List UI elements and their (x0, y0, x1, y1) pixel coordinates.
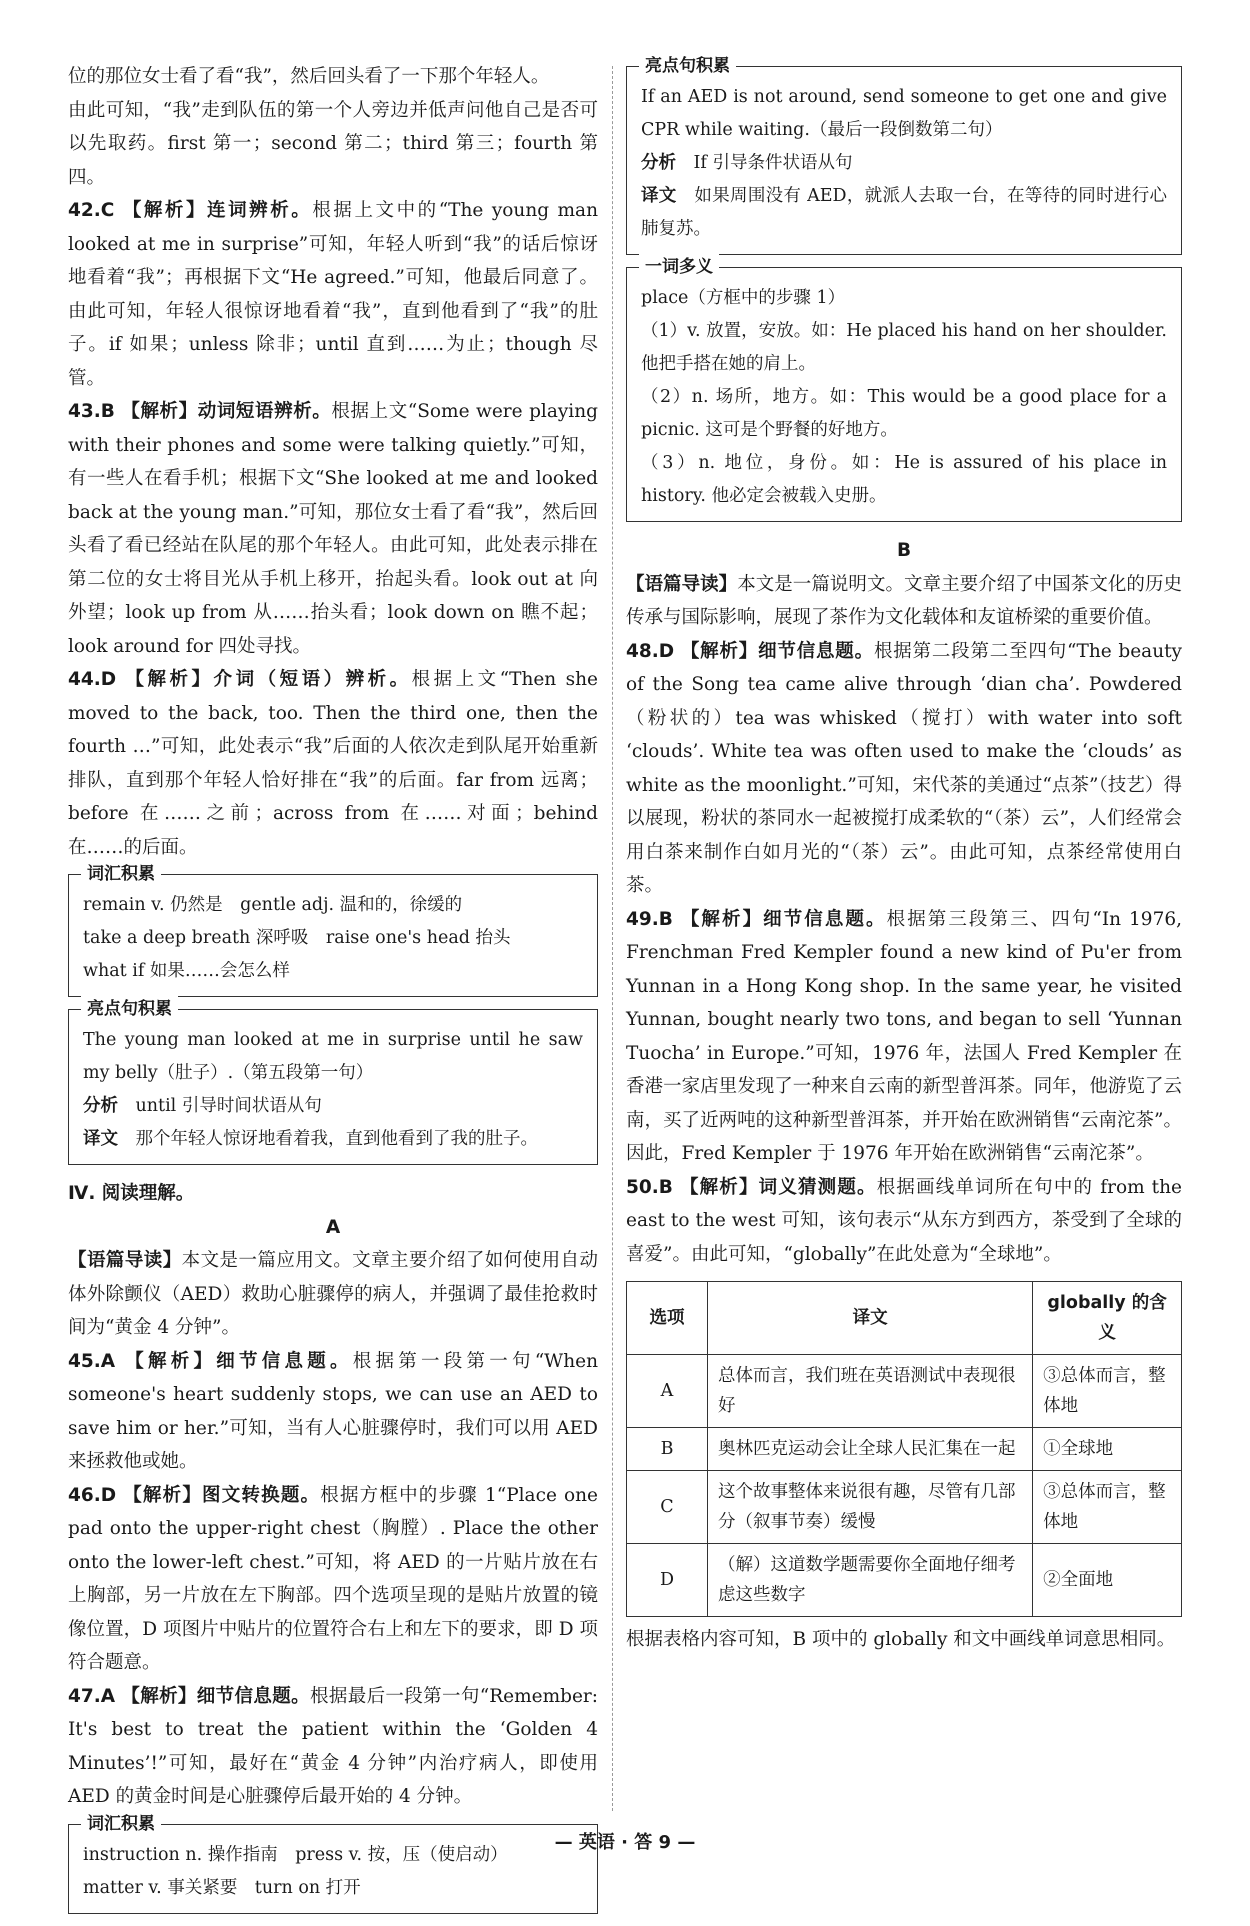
part-b-heading: B (896, 540, 912, 561)
answer-43 (68, 395, 598, 663)
highlight-sentence: The young man looked at me in surprise until he saw my belly（肚子）.（第五段第一句） (83, 1030, 583, 1083)
analysis-tag: 【解析】细节信息题。 (125, 1350, 353, 1372)
question-number: 44.D (68, 669, 117, 690)
analysis-tag: 【解析】细节信息题。 (680, 908, 887, 930)
conclusion: 根据表格内容可知，B 项中的 globally 和文中画线单词意思相同。 (626, 1629, 1176, 1650)
vocab-line: remain v. 仍然是 gentle adj. 温和的，徐缓的 (83, 895, 463, 915)
box-title: 一词多义 (639, 254, 719, 280)
guide-a (68, 1244, 598, 1345)
globally-table (626, 1281, 1182, 1617)
answer-text: 根据最后一段第一句“Remember: It's best to treat the patient within the ‘Golden 4 Minutes’!”可知，最好在“黄金 4 分钟”内治疗病人，即使用 AED 的黄金时间是心脏骤停后最开始的 4 分钟。 (68, 1685, 598, 1807)
box-title: 词汇积累 (81, 1811, 161, 1837)
answer-text: 根据第三段第三、四句“In 1976, Frenchman Fred Kempler found a new kind of Pu'er from Yunnan in a Hong Kong shop. In the same year, he visited Yunnan, bought nearly two tons, and began to sell ‘Yunnan Tuocha’ in Europe.”可知，1976 年，法国人 Fred Kempler 在香港一家店里发现了一种来自云南的新型普洱茶。同年，他游览了云南，买了近两吨的这种新型普洱茶，并开始在欧洲销售“云南沱茶”。因此，Fred Kempler 于 1976 年开始在欧洲销售“云南沱茶”。 (626, 908, 1182, 1164)
table-cell: ③总体而言，整体地 (1033, 1355, 1182, 1428)
table-cell: 这个故事整体来说很有趣，尽管有几部分（叙事节奏）缓慢 (708, 1471, 1033, 1544)
answer-45 (68, 1345, 598, 1479)
table-cell: ③总体而言，整体地 (1033, 1471, 1182, 1544)
guide-tag: 【语篇导读】 (68, 1250, 182, 1271)
analysis-label: 分析 (83, 1096, 118, 1116)
analysis-tag: 【解析】图文转换题。 (123, 1484, 321, 1506)
polysemy-line: place（方框中的步骤 1） (641, 288, 846, 308)
highlight-sentence-box-1 (68, 999, 598, 1165)
analysis-line (641, 147, 1167, 180)
intro-line-2: 由此可知，“我”走到队伍的第一个人旁边并低声问他自己是否可以先取药。first 第一；second 第二；third 第三；fourth 第四。 (68, 99, 598, 188)
table-row (627, 1544, 1182, 1617)
analysis-text: until 引导时间状语从句 (135, 1096, 322, 1116)
answer-text: 根据第一段第一句“When someone's heart suddenly stops, we can use an AED to save him or her.”可知，当有人心脏骤停时，我们可以用 AED 来拯救他或她。 (68, 1350, 598, 1472)
answer-50 (626, 1171, 1182, 1272)
vocab-box-1 (68, 864, 598, 997)
page-footer: — 英语 · 答 9 — (554, 1832, 696, 1853)
guide-text: 本文是一篇应用文。文章主要介绍了如何使用自动体外除颤仪（AED）救助心脏骤停的病人，并强调了最佳抢救时间为“黄金 4 分钟”。 (68, 1250, 598, 1338)
section-heading: Ⅳ. 阅读理解。 (68, 1183, 195, 1204)
table-cell: ②全面地 (1033, 1544, 1182, 1617)
table-cell: （解）这道数学题需要你全面地仔细考虑这些数字 (708, 1544, 1033, 1617)
table-row (627, 1471, 1182, 1544)
table-cell: C (627, 1471, 708, 1544)
table-cell: ①全球地 (1033, 1428, 1182, 1471)
analysis-tag: 【解析】介词（短语）辨析。 (125, 669, 412, 690)
column-divider (612, 66, 613, 1811)
analysis-line (83, 1090, 583, 1123)
guide-tag: 【语篇导读】 (626, 573, 738, 595)
table-header-row (627, 1282, 1182, 1355)
polysemy-line: （1）v. 放置，安放。如：He placed his hand on her shoulder. 他把手搭在她的肩上。 (641, 321, 1167, 374)
answer-42 (68, 194, 598, 395)
table-cell: D (627, 1544, 708, 1617)
guide-text: 本文是一篇说明文。文章主要介绍了中国茶文化的历史传承与国际影响，展现了茶作为文化载体和友谊桥梁的重要价值。 (626, 573, 1182, 628)
question-number: 45.A (68, 1350, 116, 1372)
answer-text: 根据上文“Some were playing with their phones and some were talking quietly.”可知，有一些人在看手机；根据下文“She looked at me and looked back at the young man.”可知，那位女士看了看“我”，然后回头看了看已经站在队尾的那个年轻人。由此可知，此处表示排在第二位的女士将目光从手机上移开，抬起头看。look out at 向外望；look up from 从……抬头看；look down on 瞧不起；look around for 四处寻找。 (68, 401, 598, 657)
question-number: 43.B (68, 401, 115, 422)
analysis-tag: 【解析】词义猜测题。 (679, 1176, 877, 1198)
analysis-tag: 【解析】动词短语辨析。 (121, 401, 332, 422)
box-title: 亮点句积累 (81, 996, 178, 1022)
translation-line (641, 180, 1167, 246)
question-number: 49.B (626, 908, 673, 930)
table-cell: A (627, 1355, 708, 1428)
left-column (68, 60, 598, 1926)
answer-47 (68, 1680, 598, 1814)
translation-text: 如果周围没有 AED，就派人去取一台，在等待的同时进行心肺复苏。 (641, 186, 1168, 239)
answer-text: 根据上文“Then she moved to the back, too. Then the third one, then the fourth …”可知，此处表示“我”后面的人依次走到队尾开始重新排队，直到那个年轻人恰好排在“我”的后面。far from 远离；before 在……之前；across from 在……对面；behind 在……的后面。 (68, 669, 598, 858)
answer-48 (626, 635, 1182, 903)
question-number: 47.A (68, 1685, 116, 1707)
vocab-line: what if 如果……会怎么样 (83, 961, 290, 981)
answer-text: 根据画线单词所在句中的 from the east to the west 可知，该句表示“从东方到西方，茶受到了全球的喜爱”。由此可知，“globally”在此处意为“全球地”。 (626, 1176, 1182, 1265)
vocab-line: matter v. 事关紧要 turn on 打开 (83, 1877, 361, 1898)
answer-text: 根据第二段第二至四句“The beauty of the Song tea came alive through ‘dian cha’. Powdered（粉状的）tea was whisked（搅打）with water into soft ‘clouds’. White tea was often used to make the ‘clouds’ as white as the moonlight.”可知，宋代茶的美通过“点茶”（技艺）得以展现，粉状的茶同水一起被搅打成柔软的“（茶）云”，人们经常会用白茶来制作白如月光的“（茶）云”。由此可知，点茶经常使用白茶。 (626, 640, 1182, 896)
analysis-tag: 【解析】细节信息题。 (680, 640, 874, 662)
translation-line (83, 1123, 583, 1156)
part-a-heading: A (325, 1216, 341, 1238)
right-column (626, 56, 1182, 1657)
question-number: 50.B (626, 1176, 673, 1198)
box-title: 词汇积累 (81, 861, 161, 887)
table-row (627, 1355, 1182, 1428)
table-cell: 奥林匹克运动会让全球人民汇集在一起 (708, 1428, 1033, 1471)
polysemy-box (626, 257, 1182, 522)
answer-44 (68, 663, 598, 864)
translation-text: 那个年轻人惊讶地看着我，直到他看到了我的肚子。 (135, 1129, 538, 1149)
guide-b (626, 568, 1182, 635)
vocab-line: instruction n. 操作指南 press v. 按，压（使启动） (83, 1844, 508, 1865)
analysis-text: If 引导条件状语从句 (693, 153, 853, 173)
polysemy-line: （2）n. 场所，地方。如：This would be a good place for a picnic. 这可是个野餐的好地方。 (641, 387, 1167, 440)
highlight-sentence: If an AED is not around, send someone to get one and give CPR while waiting.（最后一段倒数第二句） (641, 87, 1167, 140)
analysis-tag: 【解析】连词辨析。 (122, 200, 313, 221)
answer-49 (626, 903, 1182, 1171)
table-cell: B (627, 1428, 708, 1471)
question-number: 48.D (626, 640, 675, 662)
translation-label: 译文 (83, 1129, 118, 1149)
answer-text: 根据上文中的“The young man looked at me in surprise”可知，年轻人听到“我”的话后惊讶地看着“我”；再根据下文“He agreed.”可知，他最后同意了。由此可知，年轻人很惊讶地看着“我”，直到他看到了“我”的肚子。if 如果；unless 除非；until 直到……为止；though 尽管。 (68, 200, 599, 389)
question-number: 42.C (68, 200, 115, 221)
table-cell: 总体而言，我们班在英语测试中表现很好 (708, 1355, 1033, 1428)
table-header: globally 的含义 (1033, 1282, 1182, 1355)
answer-text: 根据方框中的步骤 1“Place one pad onto the upper-right chest（胸膛）. Place the other onto the lower-left chest.”可知，将 AED 的一片贴片放在右上胸部，另一片放在左下胸部。四个选项呈现的是贴片放置的镜像位置，D 项图片中贴片的位置符合右上和左下的要求，即 D 项符合题意。 (68, 1484, 598, 1673)
translation-label: 译文 (641, 186, 677, 206)
question-number: 46.D (68, 1484, 117, 1506)
table-header: 译文 (708, 1282, 1033, 1355)
table-header: 选项 (627, 1282, 708, 1355)
polysemy-line: （3）n. 地位，身份。如：He is assured of his place in history. 他必定会被载入史册。 (641, 453, 1167, 506)
intro-line-1: 位的那位女士看了看“我”，然后回头看了一下那个年轻人。 (68, 66, 550, 87)
analysis-tag: 【解析】细节信息题。 (121, 1685, 310, 1707)
analysis-label: 分析 (641, 153, 676, 173)
vocab-line: take a deep breath 深呼吸 raise one's head 抬头 (83, 928, 511, 948)
table-row (627, 1428, 1182, 1471)
box-title: 亮点句积累 (639, 53, 736, 79)
highlight-sentence-box-2 (626, 56, 1182, 255)
answer-46 (68, 1479, 598, 1680)
